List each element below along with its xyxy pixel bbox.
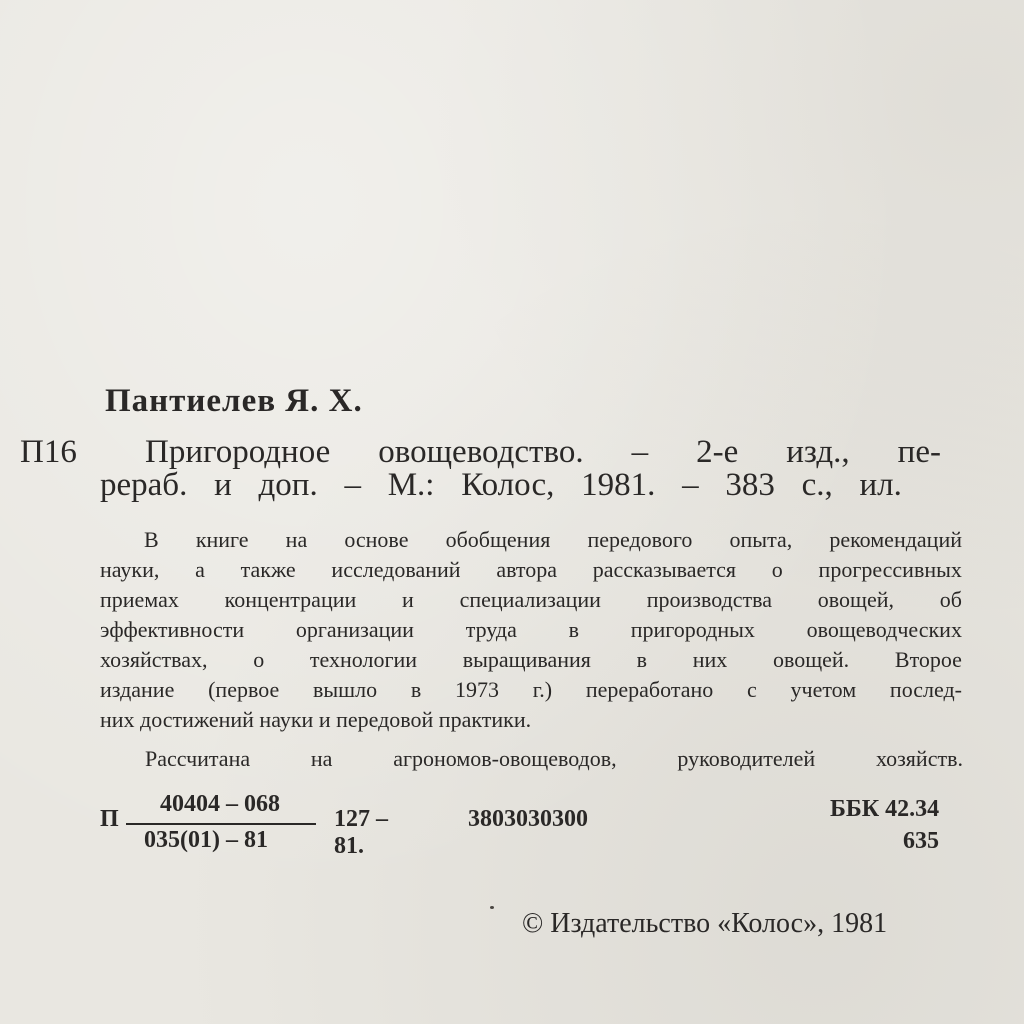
- abstract-line: [100, 675, 962, 705]
- word: и: [402, 587, 414, 612]
- publication-index-denominator: 035(01) – 81: [144, 827, 268, 853]
- paper-speck: [490, 906, 494, 909]
- title-word: –: [682, 467, 699, 503]
- bbk-code: ББК 42.34: [830, 796, 940, 822]
- abstract-line: [100, 555, 962, 585]
- title-word: М.:: [387, 467, 435, 503]
- word: овощей.: [772, 647, 850, 672]
- word: выращивания: [462, 647, 591, 672]
- word: издание: [100, 677, 175, 702]
- word: послед-: [889, 677, 962, 702]
- word: об: [939, 587, 962, 612]
- word: приемах: [100, 587, 179, 612]
- word: прогрессивных: [818, 557, 962, 582]
- abstract-line: [100, 615, 962, 645]
- title-word: пе-: [897, 434, 941, 470]
- word: на: [310, 746, 333, 771]
- word: вышло: [312, 677, 378, 702]
- word: овощеводческих: [806, 617, 962, 642]
- word: о: [253, 647, 265, 672]
- word: производства: [646, 587, 773, 612]
- word: переработано: [585, 677, 714, 702]
- word: также: [240, 557, 296, 582]
- title-word: овощеводство.: [378, 434, 584, 470]
- title-line-2: [100, 467, 902, 504]
- word: передового: [587, 527, 693, 552]
- fraction-bar: [126, 823, 316, 825]
- word: (первое: [208, 677, 280, 702]
- word: организации: [295, 617, 414, 642]
- word: автора: [496, 557, 558, 582]
- word: хозяйств.: [875, 746, 963, 771]
- title-word: с.,: [801, 467, 833, 503]
- title-word: –: [344, 467, 361, 503]
- abstract-line: [100, 645, 962, 675]
- word: агрономов-овощеводов,: [393, 746, 617, 771]
- word: концентрации: [224, 587, 357, 612]
- word: опыта,: [729, 527, 793, 552]
- word: с: [747, 677, 757, 702]
- title-word: Пригородное: [145, 434, 331, 470]
- title-word: доп.: [258, 467, 318, 503]
- word: рассказывается: [592, 557, 737, 582]
- title-word: 2-е: [696, 434, 739, 470]
- word: рекомендаций: [829, 527, 962, 552]
- title-word: Колос,: [461, 467, 555, 503]
- word: учетом: [790, 677, 857, 702]
- word: пригородных: [630, 617, 755, 642]
- word: науки,: [100, 557, 160, 582]
- copyright-line: © Издательство «Колос», 1981: [522, 908, 888, 939]
- word: 1973: [454, 677, 499, 702]
- word: в: [568, 617, 579, 642]
- word: овощей,: [817, 587, 895, 612]
- word: основе: [344, 527, 409, 552]
- word: на: [285, 527, 308, 552]
- word: Рассчитана: [145, 746, 251, 771]
- abstract-line: [100, 525, 962, 555]
- title-word: рераб.: [100, 467, 188, 503]
- word: них: [692, 647, 728, 672]
- word: технологии: [309, 647, 418, 672]
- word: труда: [465, 617, 517, 642]
- word: книге: [195, 527, 249, 552]
- word: а: [195, 557, 205, 582]
- word: г.): [532, 677, 553, 702]
- title-word: 383: [725, 467, 775, 503]
- audience-note: [145, 746, 963, 772]
- word: обобщения: [445, 527, 551, 552]
- abstract-line: [100, 585, 962, 615]
- word: руководителей: [677, 746, 816, 771]
- publication-index-prefix: П: [100, 806, 119, 832]
- abstract-line: них достижений науки и передовой практики.: [100, 707, 532, 732]
- author-name: Пантиелев Я. Х.: [105, 383, 363, 419]
- title-line-1: [145, 434, 941, 471]
- isbn-code: 3803030300: [468, 806, 588, 832]
- publication-index-numerator: 40404 – 068: [160, 791, 280, 817]
- bbk-subcode: 635: [903, 828, 939, 854]
- word: специализации: [459, 587, 601, 612]
- publication-index-suffix: 127 – 81.: [334, 806, 388, 859]
- word: эффективности: [100, 617, 245, 642]
- title-word: изд.,: [786, 434, 850, 470]
- title-word: –: [631, 434, 649, 470]
- title-word: ил.: [859, 467, 902, 503]
- library-code: П16: [20, 434, 77, 470]
- word: хозяйствах,: [100, 647, 208, 672]
- word: о: [771, 557, 783, 582]
- word: в: [636, 647, 648, 672]
- title-word: 1981.: [581, 467, 656, 503]
- word: исследований: [331, 557, 461, 582]
- abstract: [100, 525, 962, 735]
- word: Второе: [894, 647, 962, 672]
- title-word: и: [214, 467, 232, 503]
- word: в: [410, 677, 422, 702]
- word: В: [144, 527, 159, 552]
